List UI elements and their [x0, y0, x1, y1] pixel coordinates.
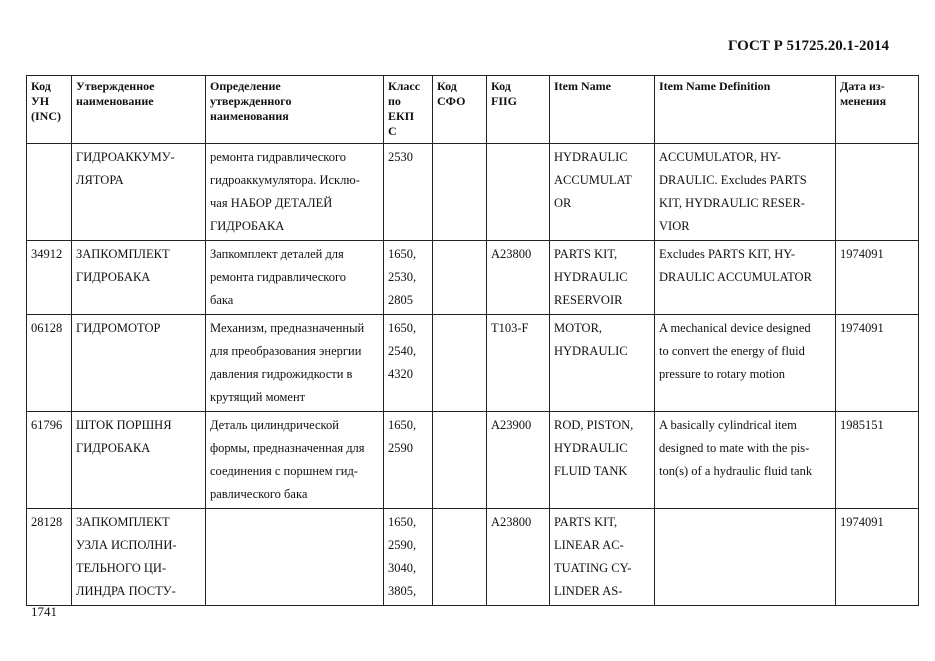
definition-cell: [206, 412, 384, 509]
cell-line: VIOR: [659, 219, 690, 233]
cell-line: ГИДРОМОТОР: [76, 321, 161, 335]
inc-cell: 06128: [27, 315, 72, 412]
fiig-cell: A23800: [487, 509, 550, 606]
inc-cell: [27, 144, 72, 241]
cell-line: 2530,: [388, 270, 417, 284]
cell-line: 2805: [388, 293, 413, 307]
sfo-cell: [433, 412, 487, 509]
cell-line: гидроаккумулятора. Исклю-: [210, 173, 360, 187]
cell-line: УН: [31, 94, 50, 108]
cell-line: Утвержденное: [76, 79, 155, 93]
cell-line: MOTOR,: [554, 321, 603, 335]
cell-line: DRAULIC ACCUMULATOR: [659, 270, 812, 284]
cell-line: 2540,: [388, 344, 417, 358]
header-inc: [27, 76, 72, 144]
cell-line: (INC): [31, 109, 61, 123]
inc-cell: 61796: [27, 412, 72, 509]
cell-line: Код: [437, 79, 457, 93]
item-definition-cell: [655, 241, 836, 315]
fiig-cell: A23800: [487, 241, 550, 315]
cell-line: УЗЛА ИСПОЛНИ-: [76, 538, 177, 552]
cell-line: Запкомплект деталей для: [210, 247, 344, 261]
cell-line: для преобразования энергии: [210, 344, 362, 358]
cell-line: Код: [31, 79, 51, 93]
cell-line: формы, предназначенная для: [210, 441, 365, 455]
date-cell: 1985151: [836, 412, 919, 509]
header-class: [384, 76, 433, 144]
cell-line: ton(s) of a hydraulic fluid tank: [659, 464, 813, 478]
cell-line: Класс: [388, 79, 421, 93]
cell-line: соединения с поршнем гид-: [210, 464, 358, 478]
cell-line: Деталь цилиндрической: [210, 418, 339, 432]
name-cell: [72, 241, 206, 315]
cell-line: HYDRAULIC: [554, 344, 628, 358]
cell-line: ремонта гидравлического: [210, 270, 347, 284]
cell-line: по: [388, 94, 401, 108]
cell-line: PARTS KIT,: [554, 515, 618, 529]
cell-line: 3805,: [388, 584, 417, 598]
sfo-cell: [433, 509, 487, 606]
cell-line: Механизм, предназначенный: [210, 321, 365, 335]
cell-line: 2590: [388, 441, 413, 455]
item-definition-cell: [655, 144, 836, 241]
definition-cell: [206, 315, 384, 412]
table-row: [27, 144, 919, 241]
cell-line: С: [388, 124, 397, 138]
cell-line: равлического бака: [210, 487, 308, 501]
cell-line: утвержденного: [210, 94, 292, 108]
class-cell: [384, 509, 433, 606]
catalog-table: [26, 75, 919, 606]
cell-line: ЕКП: [388, 109, 415, 123]
cell-line: LINEAR AC-: [554, 538, 624, 552]
cell-line: 4320: [388, 367, 413, 381]
cell-line: TUATING CY-: [554, 561, 632, 575]
cell-line: 1650,: [388, 515, 417, 529]
definition-cell: [206, 144, 384, 241]
cell-line: PARTS KIT,: [554, 247, 618, 261]
cell-line: чая НАБОР ДЕТАЛЕЙ: [210, 196, 333, 210]
cell-line: наименование: [76, 94, 154, 108]
class-cell: [384, 315, 433, 412]
cell-line: ЛЯТОРА: [76, 173, 124, 187]
sfo-cell: [433, 144, 487, 241]
cell-line: 3040,: [388, 561, 417, 575]
cell-line: FLUID TANK: [554, 464, 628, 478]
cell-line: крутящий момент: [210, 390, 306, 404]
cell-line: ГИДРОБАКА: [76, 270, 151, 284]
cell-line: ACCUMULAT: [554, 173, 632, 187]
cell-line: ГИДРОБАКА: [76, 441, 151, 455]
cell-line: 2530: [388, 150, 413, 164]
cell-line: ЛИНДРА ПОСТУ-: [76, 584, 176, 598]
cell-line: ГИДРОБАКА: [210, 219, 285, 233]
document-code: ГОСТ Р 51725.20.1-2014: [727, 38, 889, 54]
cell-line: Код: [491, 79, 511, 93]
page-number: 1741: [31, 604, 57, 619]
definition-cell: [206, 241, 384, 315]
header-item-name: [550, 76, 655, 144]
cell-line: Дата из-: [840, 79, 885, 93]
header-row: [27, 76, 919, 144]
cell-line: ЗАПКОМПЛЕКТ: [76, 247, 170, 261]
date-cell: 1974091: [836, 509, 919, 606]
cell-line: ROD, PISTON,: [554, 418, 634, 432]
date-cell: 1974091: [836, 315, 919, 412]
cell-line: СФО: [437, 94, 466, 108]
table-row: [27, 509, 919, 606]
name-cell: [72, 509, 206, 606]
fiig-cell: T103-F: [487, 315, 550, 412]
cell-line: A mechanical device designed: [659, 321, 811, 335]
name-cell: [72, 144, 206, 241]
cell-line: Item Name: [554, 79, 611, 93]
item-name-cell: [550, 241, 655, 315]
item-name-cell: [550, 144, 655, 241]
item-name-cell: [550, 412, 655, 509]
cell-line: pressure to rotary motion: [659, 367, 786, 381]
cell-line: Excludes PARTS KIT, HY-: [659, 247, 796, 261]
name-cell: [72, 412, 206, 509]
cell-line: ЗАПКОМПЛЕКТ: [76, 515, 170, 529]
table-row: [27, 412, 919, 509]
class-cell: [384, 241, 433, 315]
header-definition: [206, 76, 384, 144]
cell-line: HYDRAULIC: [554, 270, 628, 284]
cell-line: designed to mate with the pis-: [659, 441, 810, 455]
sfo-cell: [433, 241, 487, 315]
cell-line: ACCUMULATOR, HY-: [659, 150, 782, 164]
cell-line: давления гидрожидкости в: [210, 367, 353, 381]
cell-line: 2590,: [388, 538, 417, 552]
definition-cell: [206, 509, 384, 606]
table-row: [27, 315, 919, 412]
cell-line: 1650,: [388, 321, 417, 335]
cell-line: KIT, HYDRAULIC RESER-: [659, 196, 805, 210]
class-cell: [384, 412, 433, 509]
item-name-cell: [550, 509, 655, 606]
table-row: [27, 241, 919, 315]
date-cell: [836, 144, 919, 241]
header-change-date: [836, 76, 919, 144]
fiig-cell: [487, 144, 550, 241]
date-cell: 1974091: [836, 241, 919, 315]
header-sfo: [433, 76, 487, 144]
cell-line: 1650,: [388, 247, 417, 261]
cell-line: HYDRAULIC: [554, 150, 628, 164]
class-cell: [384, 144, 433, 241]
cell-line: Определение: [210, 79, 281, 93]
cell-line: ремонта гидравлического: [210, 150, 347, 164]
cell-line: LINDER AS-: [554, 584, 623, 598]
header-fiig: [487, 76, 550, 144]
cell-line: HYDRAULIC: [554, 441, 628, 455]
inc-cell: 28128: [27, 509, 72, 606]
cell-line: наименования: [210, 109, 289, 123]
cell-line: 1650,: [388, 418, 417, 432]
header-approved-name: [72, 76, 206, 144]
cell-line: A basically cylindrical item: [659, 418, 797, 432]
cell-line: Item Name Definition: [659, 79, 771, 93]
fiig-cell: A23900: [487, 412, 550, 509]
cell-line: ТЕЛЬНОГО ЦИ-: [76, 561, 167, 575]
cell-line: менения: [840, 94, 887, 108]
cell-line: to convert the energy of fluid: [659, 344, 805, 358]
item-definition-cell: [655, 509, 836, 606]
cell-line: DRAULIC. Excludes PARTS: [659, 173, 807, 187]
table-body: [27, 144, 919, 606]
cell-line: RESERVOIR: [554, 293, 623, 307]
sfo-cell: [433, 315, 487, 412]
cell-line: бака: [210, 293, 234, 307]
cell-line: ШТОК ПОРШНЯ: [76, 418, 172, 432]
cell-line: OR: [554, 196, 572, 210]
cell-line: FIIG: [491, 94, 518, 108]
cell-line: ГИДРОАККУМУ-: [76, 150, 175, 164]
item-definition-cell: [655, 412, 836, 509]
inc-cell: 34912: [27, 241, 72, 315]
item-name-cell: [550, 315, 655, 412]
name-cell: [72, 315, 206, 412]
header-item-definition: [655, 76, 836, 144]
item-definition-cell: [655, 315, 836, 412]
